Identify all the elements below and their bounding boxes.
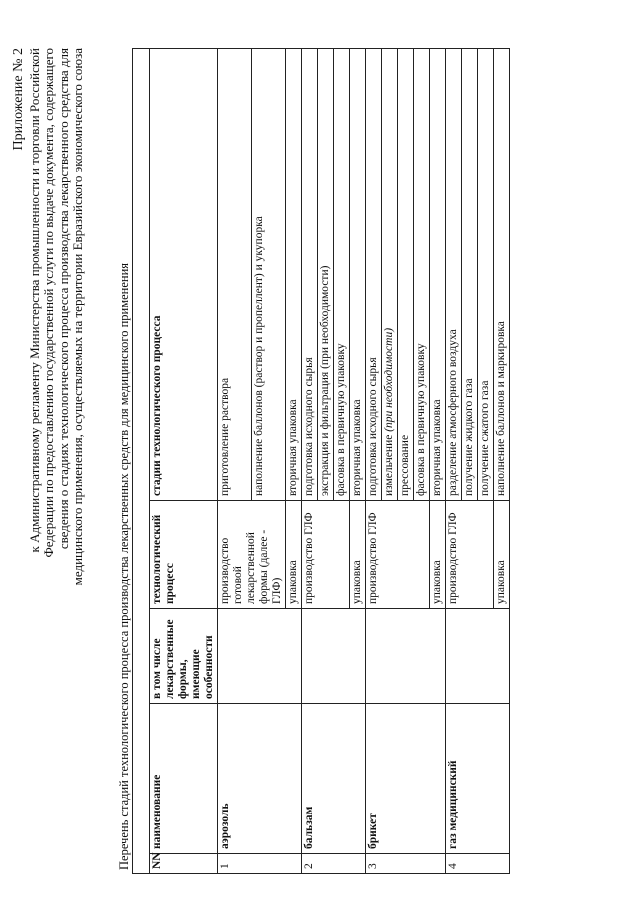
table-row <box>302 49 318 874</box>
row-stage: фасовка в первичную упаковку <box>414 49 430 501</box>
row-process: производство ГЛФ <box>366 501 430 609</box>
row-stage: экстракция и фильтрация (при необходимости) <box>318 49 334 501</box>
stages-table <box>132 48 510 874</box>
row-stage: приготовление раствора <box>218 49 252 501</box>
row-process: производство ГЛФ <box>446 501 494 609</box>
header-process: технологический процесс <box>150 501 218 609</box>
row-including <box>446 609 510 704</box>
table-header-row <box>150 49 218 874</box>
row-num: 2 <box>302 854 366 874</box>
table-top-cell <box>133 49 150 874</box>
row-including <box>366 609 446 704</box>
row-including <box>302 609 366 704</box>
row-process-pack: упаковка <box>286 501 302 609</box>
row-stage <box>382 49 398 501</box>
header-line: Федерации по предоставлению государственной услуги по выдаче документа, содержащего <box>41 48 56 558</box>
row-num: 1 <box>218 854 302 874</box>
row-stage: вторичная упаковка <box>350 49 366 501</box>
row-process-pack: упаковка <box>350 501 366 609</box>
row-process: производство готовой лекарственной формы (далее - ГЛФ) <box>218 501 286 609</box>
row-stage: вторичная упаковка <box>430 49 446 501</box>
row-process: производство ГЛФ <box>302 501 350 609</box>
row-name: аэрозоль <box>218 704 302 854</box>
row-stage: наполнение баллонов и маркировка <box>494 49 510 501</box>
row-stage: наполнение баллонов (раствор и пропеллент) и укупорка <box>252 49 286 501</box>
row-stage: вторичная упаковка <box>286 49 302 501</box>
header-stages: стадии технологического процесса <box>150 49 218 501</box>
row-stage: фасовка в первичную упаковку <box>334 49 350 501</box>
row-stage: подготовка исходного сырья <box>302 49 318 501</box>
table-caption: Перечень стадий технологического процесса производства лекарственных средств для медицинского применения <box>117 262 131 870</box>
row-stage: прессование <box>398 49 414 501</box>
annex-title: Приложение № 2 <box>11 48 26 151</box>
stage-note: (при необходимости) <box>383 327 395 432</box>
table-row <box>366 49 382 874</box>
header-num: NN <box>150 854 218 874</box>
row-stage: получение сжатого газа <box>478 49 494 501</box>
row-stage: получение жидкого газа <box>462 49 478 501</box>
row-num: 4 <box>446 854 510 874</box>
header-line: к Административному регламенту Министерства промышленности и торговли Российской <box>26 48 42 553</box>
row-including <box>218 609 302 704</box>
header-line: сведения о стадиях технологического процесса производства лекарственного средства для <box>55 48 71 550</box>
header-name: наименование <box>150 704 218 854</box>
table-row <box>446 49 462 874</box>
document-header <box>12 48 86 848</box>
row-name: бальзам <box>302 704 366 854</box>
rotated-content <box>4 20 604 880</box>
table-top-row <box>133 49 150 874</box>
row-process-pack: упаковка <box>494 501 510 609</box>
header-line: медицинского применения, осуществляемых на территории Евразийского экономического союза <box>70 48 85 586</box>
row-stage: разделение атмосферного воздуха <box>446 49 462 501</box>
header-including: в том числе лекарственные формы, имеющие особенности <box>150 609 218 704</box>
row-process-pack: упаковка <box>430 501 446 609</box>
row-num: 3 <box>366 854 446 874</box>
row-stage: подготовка исходного сырья <box>366 49 382 501</box>
row-name: брикет <box>366 704 446 854</box>
table-row <box>218 49 252 874</box>
row-name: газ медицинский <box>446 704 510 854</box>
stage-text: измельчение <box>383 434 395 496</box>
